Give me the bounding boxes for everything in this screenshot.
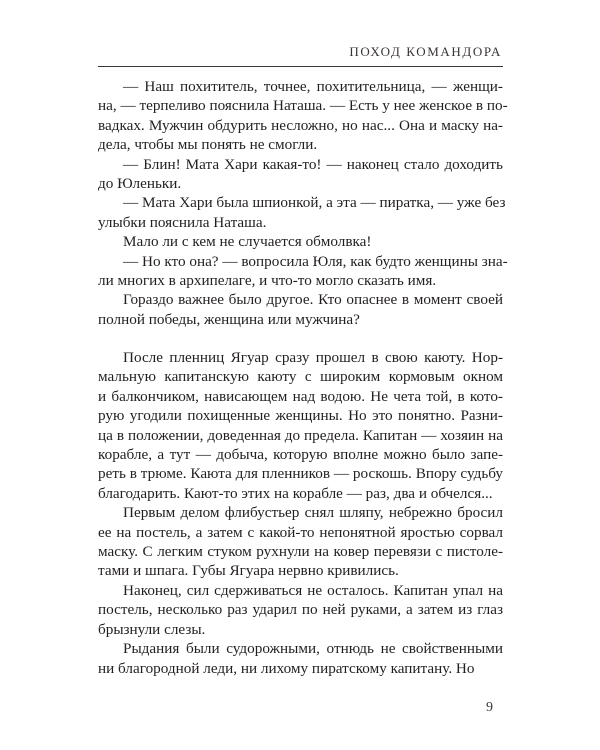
text-line: — Блин! Мата Хари какая-то! — наконец стало доходить (123, 155, 503, 173)
header-rule (98, 66, 503, 67)
text-line: ни благородной леди, ни лихому пиратскому капитану. Но (98, 659, 475, 677)
text-line: ее на постель, а затем с какой-то непонятной яростью сорвал (98, 523, 503, 541)
text-line: дела, чтобы мы понять не смогли. (98, 136, 318, 154)
paragraph (98, 193, 506, 232)
text-line: благодарить. Кают-то этих на корабле — раз, два и обчелся... (98, 484, 493, 502)
text-block-dialogue (98, 77, 508, 329)
text-line: брызнули слезы. (98, 620, 206, 638)
paragraph (98, 252, 508, 291)
text-line: улыбки пояснила Наташа. (98, 213, 267, 231)
text-line: После пленниц Ягуар сразу прошел в свою каюту. Нор- (123, 349, 503, 366)
paragraph (98, 290, 503, 329)
paragraph (98, 581, 503, 639)
paragraph (98, 155, 503, 194)
text-line: Мало ли с кем не случается обмолвка! (123, 233, 372, 251)
paragraph (98, 77, 508, 155)
text-line: маску. С легким стуком рухнули на ковер перевязи с пистоле- (98, 543, 503, 561)
text-line: до Юленьки. (98, 175, 182, 193)
text-line: мальную капитанскую каюту с широким кормовым окном (98, 368, 503, 386)
text-line: полной победы, женщина или мужчина? (98, 310, 360, 328)
text-line: — Но кто она? — вопросила Юля, как будто женщины зна- (123, 252, 508, 270)
text-line: — Мата Хари была шпионкой, а эта — пиратка, — уже без (123, 194, 506, 212)
paragraph (98, 232, 503, 251)
paragraph (98, 639, 503, 678)
text-line: Гораздо важнее было другое. Кто опаснее в момент своей (123, 291, 503, 309)
page-number: 9 (486, 700, 493, 715)
text-line: ли многих в архипелаге, и что-то могло сказать имя. (98, 272, 437, 290)
text-line: корабле, а тут — добыча, которую вполне можно было запе- (98, 446, 503, 464)
text-line: Рыдания были судорожными, отнюдь не свойственными (123, 640, 503, 658)
text-line: Наконец, сил сдерживаться не осталось. Капитан упал на (123, 581, 503, 599)
paragraph (98, 348, 503, 503)
paragraph (98, 503, 503, 581)
text-line: Первым делом флибустьер снял шляпу, небрежно бросил (123, 504, 503, 522)
text-line: ца в положении, доведенная до предела. Капитан — хозяин на (98, 426, 503, 444)
text-line: реть в трюме. Каюта для пленников — роскошь. Впору судьбу (98, 465, 503, 483)
text-line: на, — терпеливо пояснила Наташа. — Есть у нее женское в по- (98, 97, 508, 115)
text-line: вадках. Мужчин обдурить несложно, но нас... Она и маску на- (98, 116, 503, 134)
text-block-narration (98, 348, 503, 678)
text-line: тами и шпага. Губы Ягуара нервно кривились. (98, 562, 399, 580)
text-line: — Наш похититель, точнее, похитительница, — женщи- (123, 78, 503, 95)
text-line: рую угодили похищенные женщины. Но это понятно. Разни- (98, 407, 503, 425)
text-line: и балкончиком, нависающем над водою. Не чета той, в кото- (98, 387, 503, 405)
text-line: постель, несколько раз ударил по ней руками, а затем из глаз (98, 601, 503, 619)
running-header: ПОХОД КОМАНДОРА (349, 44, 502, 59)
